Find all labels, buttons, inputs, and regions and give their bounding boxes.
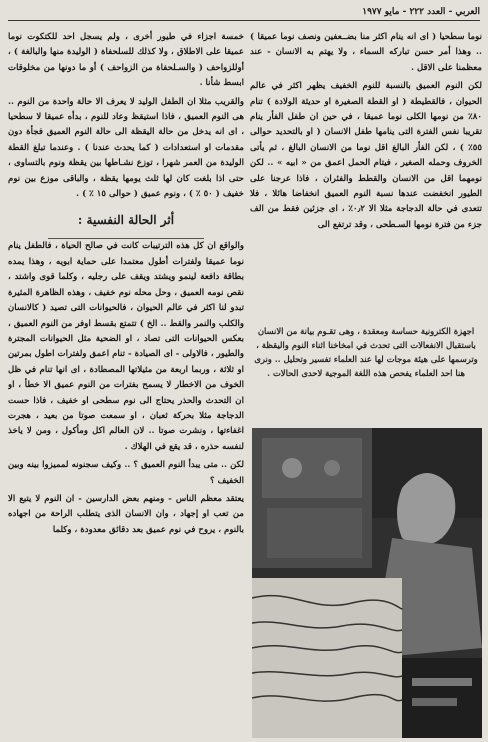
right-paragraph: لكن النوم العميق بالنسبة للنوم الخفيف يظهر اكثر في عالم الحيوان ، فالقطيطة ( او القطة الصغيرة او حديثة الولادة ) تنام ٨٠٪ من نومها الكلى نوما عميقا ، في حين ان طفل الفأر ينام تقريبا نفس الفترة التى ينامها طفل الانسان ( او بالتحديد حوالى ٥٥٪ ) ، لكن الفأر البالغ اقل نوما من الانسان البالغ ، ثم يأتى الخروف وحمله الصغير ، فيتام الحمل اعمق من « ابيه » .. لكن نومهما اقل من الانسان والقطط والفئران ، فاذا عرجنا على الطيور انخفضت عندها نسبة النوم العميق انخفاضا هائلا ، فلا تتعدى في حالة الدجاجة مثلا الا ٠٫٢٪ ، اى جزئين فقط من الف جزء من فترة نومها السـطحى ، وقد ترتفع الى xyxy=(250,81,482,230)
caption-text: اجهزة الكترونية حساسة ومعقدة ، وهى تقـوم بيانة من الانسان باستقبال الانفعالات التى تحدث في امخاخنا اثناء النوم واليقظة ، وترسمها على هيئة موجات لها عند العلماء تفسير وتحليل .. ونرى هنا احد العلماء يفحص هذه اللغة الموجية لاحدى الحالات . xyxy=(254,326,478,378)
left-paragraph: خمسة اجزاء في طيور أخرى ، ولم يسجل احد للكتكوت نوما عميقا على الاطلاق ، ولا كذلك للسلحفاة ( الوليدة منها والبالغة ) ، أوللزواحف ( والسـلحفاة من الزواحف ) أو ما دونها من مخلوقات ابسط شأنا . xyxy=(8,32,244,89)
subheading-text: أثر الحالة النفسية : xyxy=(77,213,175,228)
lab-photo-illustration xyxy=(252,428,482,738)
photo-caption xyxy=(252,324,480,422)
left-column xyxy=(8,30,244,735)
lab-photo xyxy=(252,428,482,738)
left-paragraph: والقريب مثلا ان الطفل الوليد لا يعرف الا حالة واحدة من النوم .. هى النوم العميق ، فاذا استيقظ وعاد للنوم ، بدأه عميقا لا سطحيا ، اى انه يدخل من حالة اليقظة الى حالة النوم العميق فجأة دون مقدمات او استعدادات ( كما يحدث عندنا ) . وعندما تبلغ القطة الوليدة من العمر شهرا ، توزع نشـاطها بين يقظة ونوم بالتساوى ، حتى اذا بلغت كان لها ثلث يومها يقظة ، والباقى موزع بين نوم خفيف ( ٥٠ ٪ ) ، ونوم عميق ( حوالى ١٥ ٪ ) . xyxy=(8,96,244,200)
header-text: العربي - العدد ٢٢٢ - مايو ١٩٧٧ xyxy=(362,7,480,17)
left-paragraph: يعتقد معظم الناس - ومنهم بعض الدارسين - ان النوم لا يتبع الا من تعب او إجهاد ، وان الانسان الذى يتطلب الراحة من اجهاده بالنوم ، يروح في نوم عميق بعد دقائق معدودة ، وكلما xyxy=(8,493,244,535)
left-paragraph: والواقع ان كل هذه الترتيبات كانت في صالح الحياة ، فالطفل ينام نوما عميقا ولفترات أطول معتمدا على حماية ابويه ، وهذا يمده بطاقة دافعة لينمو ويشتد ويقف على رجليه ، وكلما قوى واشتد ، نقص نومه العميق ، وحل محله نوم خفيف ، وهذه الظاهرة المثيرة تبدو لنا اكثر في عالم الحيوان ، فالحيوانات التى تصيد ( كالانسان والكلب والنمر والقط .. الخ ) تتمتع بقسط اوفر من النوم العميق ، بعكس الحيوانات التى تصاد ، او الضحية مثل الحيوانات المجترة والطيور ، فالاولى - اى الصيادة - تنام اعمق ولفترات اطول بمرتين او ثلاثة ، وربما اربعة من مثيلاتها المصطادة ، اى انها تنام في ظل الخوف من الاخطار لا يسمح بفترات من النوم عميق الا خطأ ، او ان التحدث والحذر يحتاج الى نوم سطحى او خفيف ، فاذا حست الدجاجة مثلا بحركة ثعبان ، او سمعت صوتا من بعيد ، هجرت اغفاءتها ، ونشرت صوتا .. لان العالم اكل ومأكول ، ومن لا ياخذ لنفسه حذره ، قد يقع في الهلاك . xyxy=(8,241,244,452)
right-paragraph: نوما سطحيا ( اى انه ينام اكثر منا بضــعفين ونصف نوما عميقا ) .. وهذا أمر حسن تباركه السماء ، ولا يهتم به الانسان - عند معظمنا على الاقل . xyxy=(250,32,482,73)
left-paragraph: لكن .. متى يبدأ النوم العميق ؟ .. وكيف سجنونه لمميزوا بينه وبين الخفيف ؟ xyxy=(8,460,244,486)
section-subheading xyxy=(8,210,244,230)
page-header xyxy=(8,6,480,21)
right-column xyxy=(250,30,482,290)
